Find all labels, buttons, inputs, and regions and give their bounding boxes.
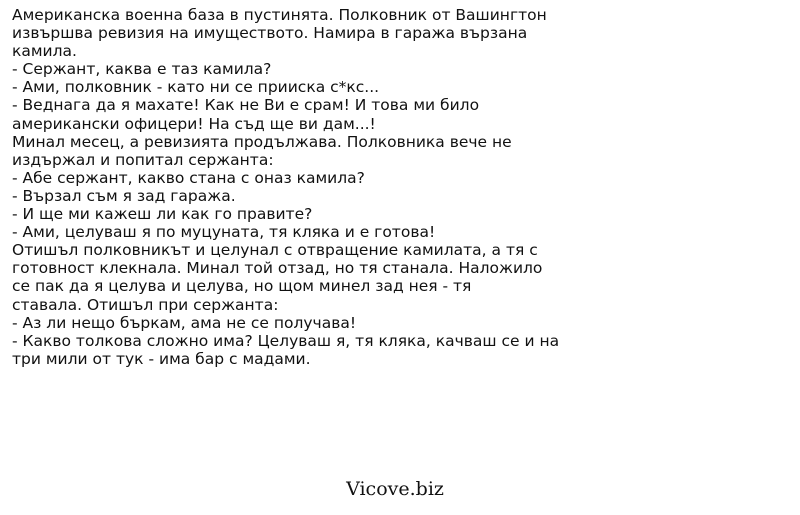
- joke-line: издържал и попитал сержанта:: [12, 150, 274, 169]
- joke-text: [12, 6, 792, 368]
- joke-line: - Сержант, каква е таз камила?: [12, 60, 272, 79]
- site-name: Vicove.biz: [346, 478, 444, 500]
- site-watermark: [0, 478, 800, 500]
- joke-line: - Вързал съм я зад гаража.: [12, 186, 236, 205]
- joke-line: три мили от тук - има бар с мадами.: [12, 349, 311, 368]
- joke-line: Минал месец, а ревизията продължава. Полковника вече не: [12, 132, 512, 151]
- joke-line: Американска военна база в пустинята. Полковник от Вашингтон: [12, 6, 547, 24]
- joke-line: - Абе сержант, какво стана с оназ камила?: [12, 168, 365, 187]
- joke-line: американски офицери! На съд ще ви дам...!: [12, 114, 376, 133]
- joke-line: - Ами, целуваш я по муцуната, тя кляка и е готова!: [12, 223, 436, 242]
- joke-line: камила.: [12, 42, 77, 61]
- joke-line: - И ще ми кажеш ли как го правите?: [12, 205, 313, 224]
- joke-line: се пак да я целува и целува, но щом минел зад нея - тя: [12, 277, 472, 296]
- joke-line: ставала. Отишъл при сержанта:: [12, 295, 279, 314]
- joke-line: - Веднага да я махате! Как не Ви е срам! И това ми било: [12, 96, 480, 115]
- joke-line: - Ами, полковник - като ни се прииска с*кс...: [12, 78, 380, 97]
- joke-line: Отишъл полковникът и целунал с отвращение камилата, а тя с: [12, 241, 538, 260]
- joke-line: извършва ревизия на имуществото. Намира в гаража вързана: [12, 24, 528, 43]
- joke-line: - Какво толкова сложно има? Целуваш я, тя кляка, качваш се и на: [12, 331, 560, 350]
- joke-line: - Аз ли нещо бъркам, ама не се получава!: [12, 313, 357, 332]
- joke-line: готовност клекнала. Минал той отзад, но тя станала. Наложило: [12, 259, 543, 278]
